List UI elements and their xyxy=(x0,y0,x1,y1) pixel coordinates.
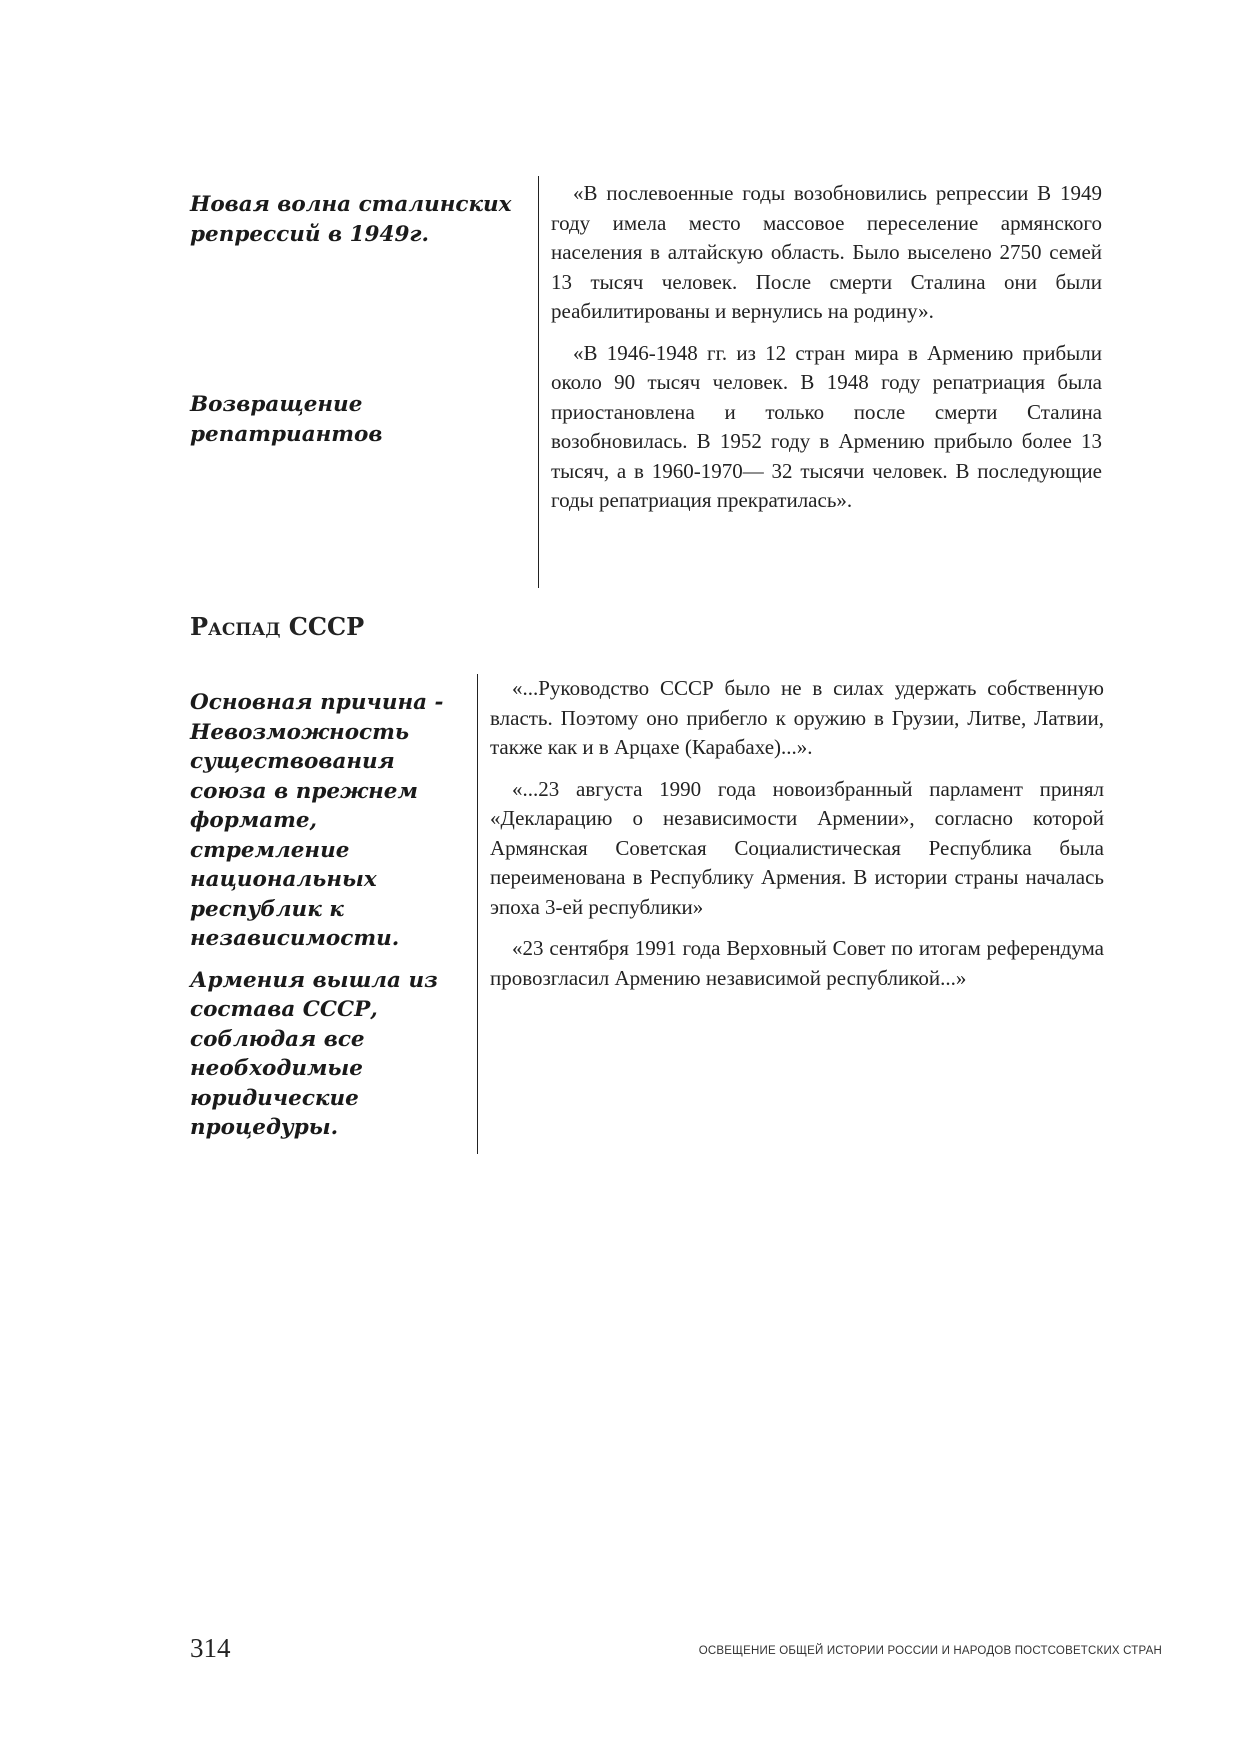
margin-notes-column xyxy=(190,176,538,588)
quote-independence-declaration: «...23 августа 1990 года новоизбранный парламент принял «Декларацию о независимости Армении», согласно которой Армянская Советская Социалистическая Республика была переименована в Республику Армения. В истории страны началась эпоха 3-ей республики» xyxy=(490,776,1104,919)
quotes-column xyxy=(478,674,1104,1154)
margin-note-repressions: Новая волна сталинских репрессий в 1949г. xyxy=(190,192,512,247)
quotes-column xyxy=(539,176,1102,588)
page-number: 314 xyxy=(190,1633,231,1663)
margin-note-main-cause: Основная причина - Невозможность существования союза в прежнем формате, стремление национальных республик к независимости. xyxy=(190,690,444,951)
margin-note-repatriation: Возвращение репатриантов xyxy=(190,392,383,447)
section-heading: Распад СССР xyxy=(190,612,365,641)
running-title: ОСВЕЩЕНИЕ ОБЩЕЙ ИСТОРИИ РОССИИ И НАРОДОВ ПОСТСОВЕТСКИХ СТРАН xyxy=(698,1645,1162,1657)
margin-notes-column xyxy=(190,674,477,1154)
quote-ussr-leadership: «...Руководство СССР было не в силах удержать собственную власть. Поэтому оно прибегло к оружию в Грузии, Литве, Латвии, также как и в Арцахе (Карабахе)...». xyxy=(490,676,1104,759)
section-repressions-repatriation xyxy=(190,176,1102,588)
margin-note-armenia-exit: Армения вышла из состава СССР, соблюдая все необходимые юридические процедуры. xyxy=(190,967,438,1140)
quote-repressions: «В послевоенные годы возобновились репрессии В 1949 году имела место массовое переселение армянского населения в алтайскую область. Было выселено 2750 семей 13 тысяч человек. После смерти Сталина они были реабилитированы и вернулись на родину». xyxy=(551,181,1102,323)
section-ussr-collapse xyxy=(190,674,1104,1154)
quote-referendum: «23 сентября 1991 года Верховный Совет по итогам референдума провозгласил Армению независимой республикой...» xyxy=(490,936,1104,990)
quote-repatriation: «В 1946-1948 гг. из 12 стран мира в Армению прибыли около 90 тысяч человек. В 1948 году репатриация была приостановлена и только после смерти Сталина возобновилась. В 1952 году в Армению прибыло более 13 тысяч, а в 1960-1970— 32 тысячи человек. В последующие годы репатриация прекратилась». xyxy=(551,340,1102,512)
